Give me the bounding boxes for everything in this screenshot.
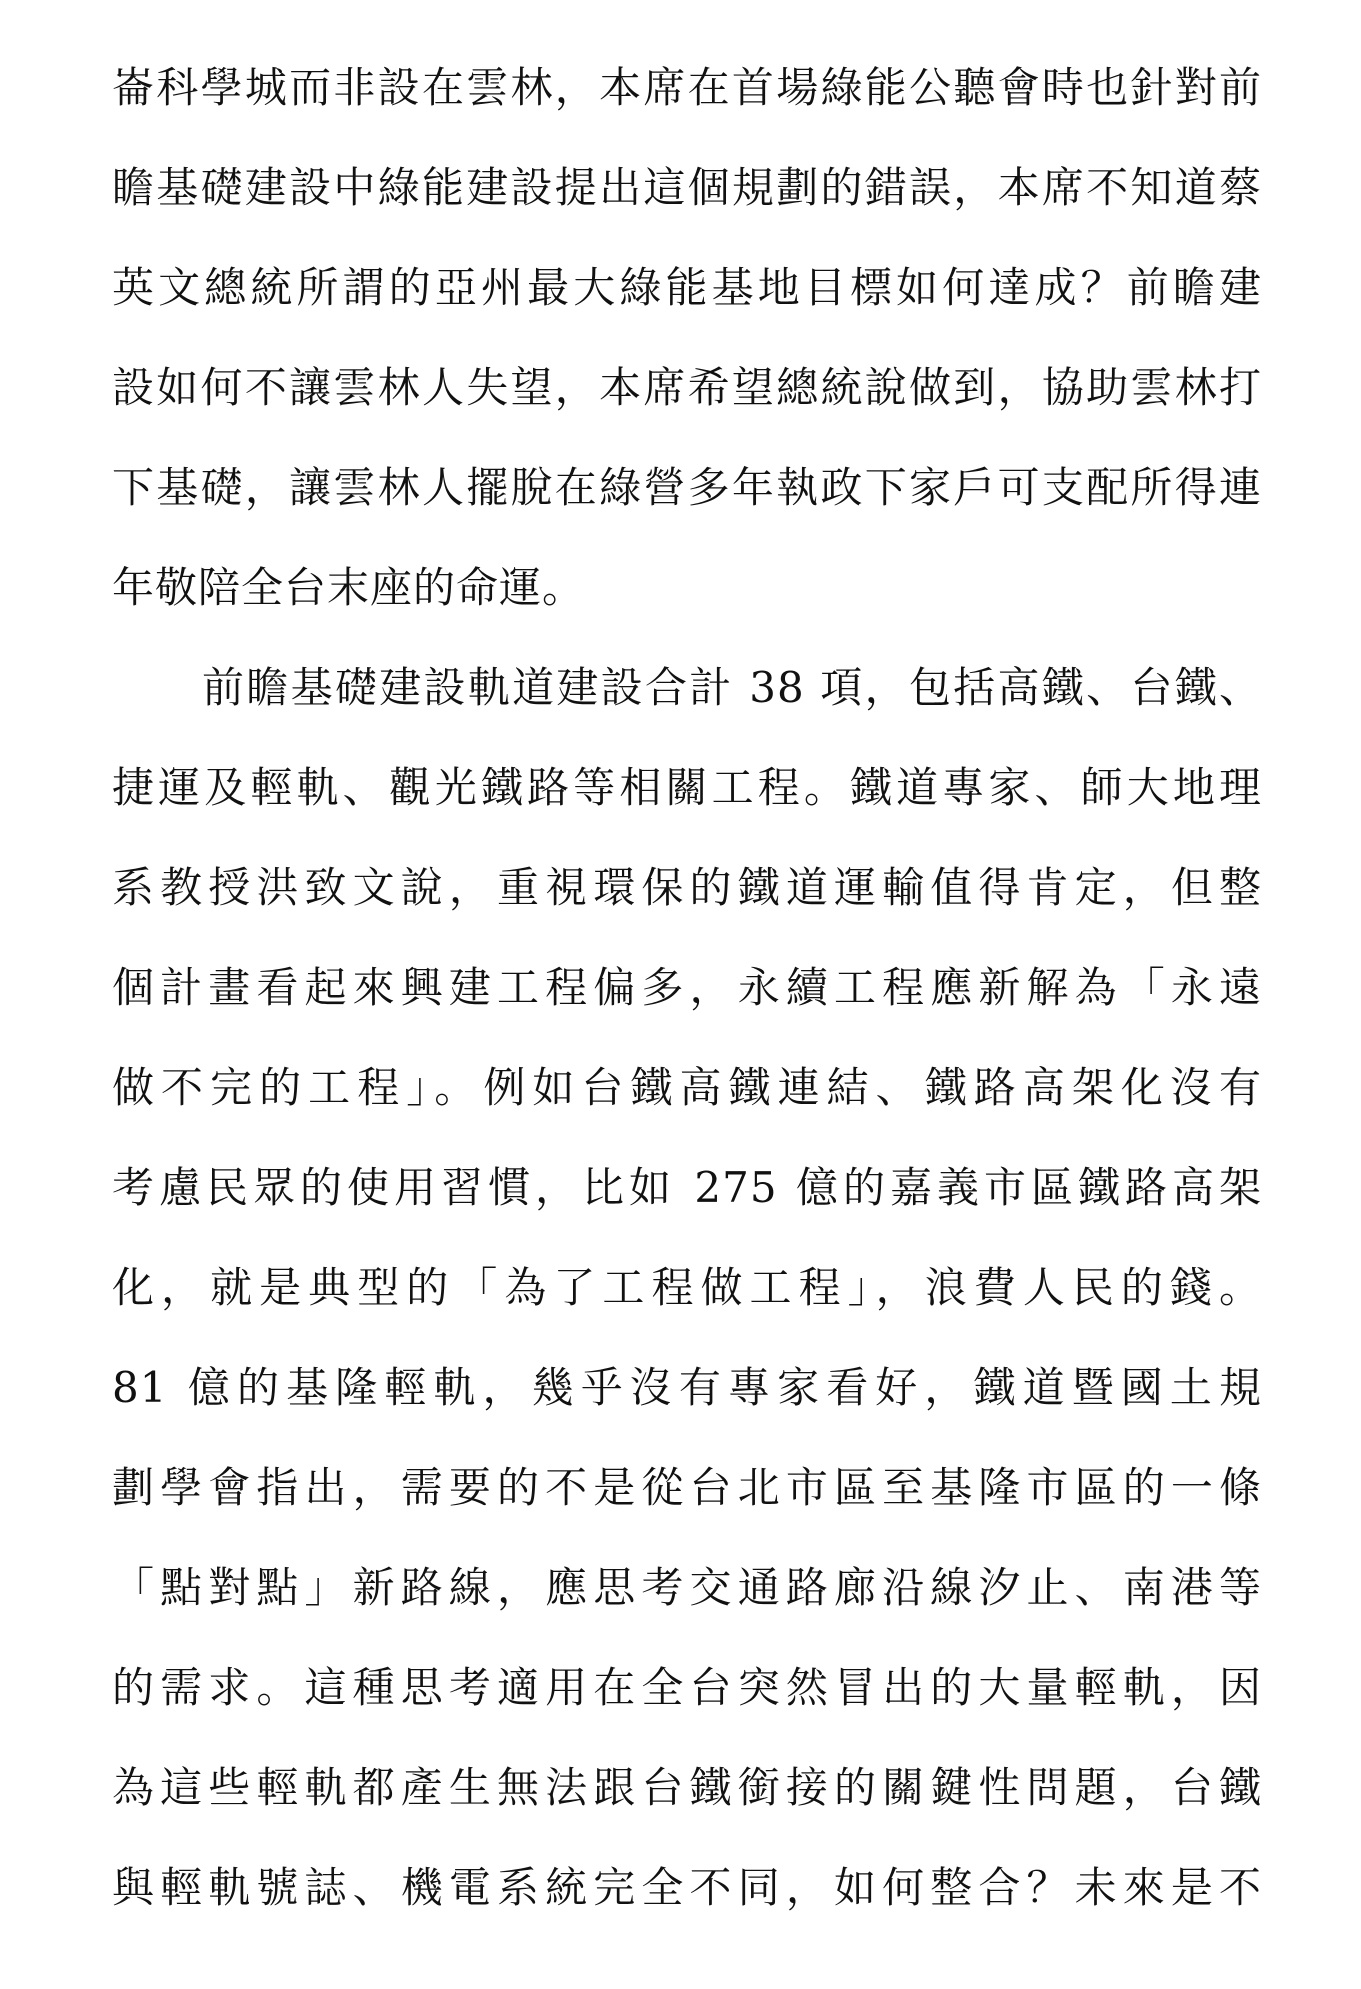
text-line: 的需求。這種思考適用在全台突然冒出的大量輕軌，因 <box>112 1663 1262 1712</box>
text-line: 與輕軌號誌、機電系統完全不同，如何整合？未來是不 <box>112 1863 1262 1912</box>
body-text <box>112 38 1262 1938</box>
text-line: 系教授洪致文說，重視環保的鐵道運輸值得肯定，但整 <box>112 863 1262 912</box>
text-line: 個計畫看起來興建工程偏多，永續工程應新解為「永遠 <box>112 963 1262 1012</box>
text-line: 為這些輕軌都產生無法跟台鐵銜接的關鍵性問題，台鐵 <box>112 1763 1262 1812</box>
text-line: 捷運及輕軌、觀光鐵路等相關工程。鐵道專家、師大地理 <box>112 763 1262 812</box>
paragraph-start-line: 前瞻基礎建設軌道建設合計 38 項，包括高鐵、台鐵、 <box>202 663 1262 712</box>
text-line: 英文總統所謂的亞州最大綠能基地目標如何達成？前瞻建 <box>112 263 1262 312</box>
text-line: 化，就是典型的「為了工程做工程」，浪費人民的錢。 <box>112 1263 1262 1312</box>
text-line: 考慮民眾的使用習慣，比如 275 億的嘉義市區鐵路高架 <box>112 1163 1262 1212</box>
text-line: 設如何不讓雲林人失望，本席希望總統說做到，協助雲林打 <box>112 363 1262 412</box>
text-line: 做不完的工程」。例如台鐵高鐵連結、鐵路高架化沒有 <box>112 1063 1262 1112</box>
text-line: 年敬陪全台末座的命運。 <box>112 563 586 612</box>
text-line: 劃學會指出，需要的不是從台北市區至基隆市區的一條 <box>112 1463 1262 1512</box>
text-line: 81 億的基隆輕軌，幾乎沒有專家看好，鐵道暨國土規 <box>112 1363 1262 1412</box>
text-line: 瞻基礎建設中綠能建設提出這個規劃的錯誤，本席不知道蔡 <box>112 163 1262 212</box>
text-line: 「點對點」新路線，應思考交通路廊沿線汐止、南港等 <box>112 1563 1262 1612</box>
text-line: 下基礎，讓雲林人擺脫在綠營多年執政下家戶可支配所得連 <box>112 463 1262 512</box>
text-line: 崙科學城而非設在雲林，本席在首場綠能公聽會時也針對前 <box>112 63 1262 112</box>
